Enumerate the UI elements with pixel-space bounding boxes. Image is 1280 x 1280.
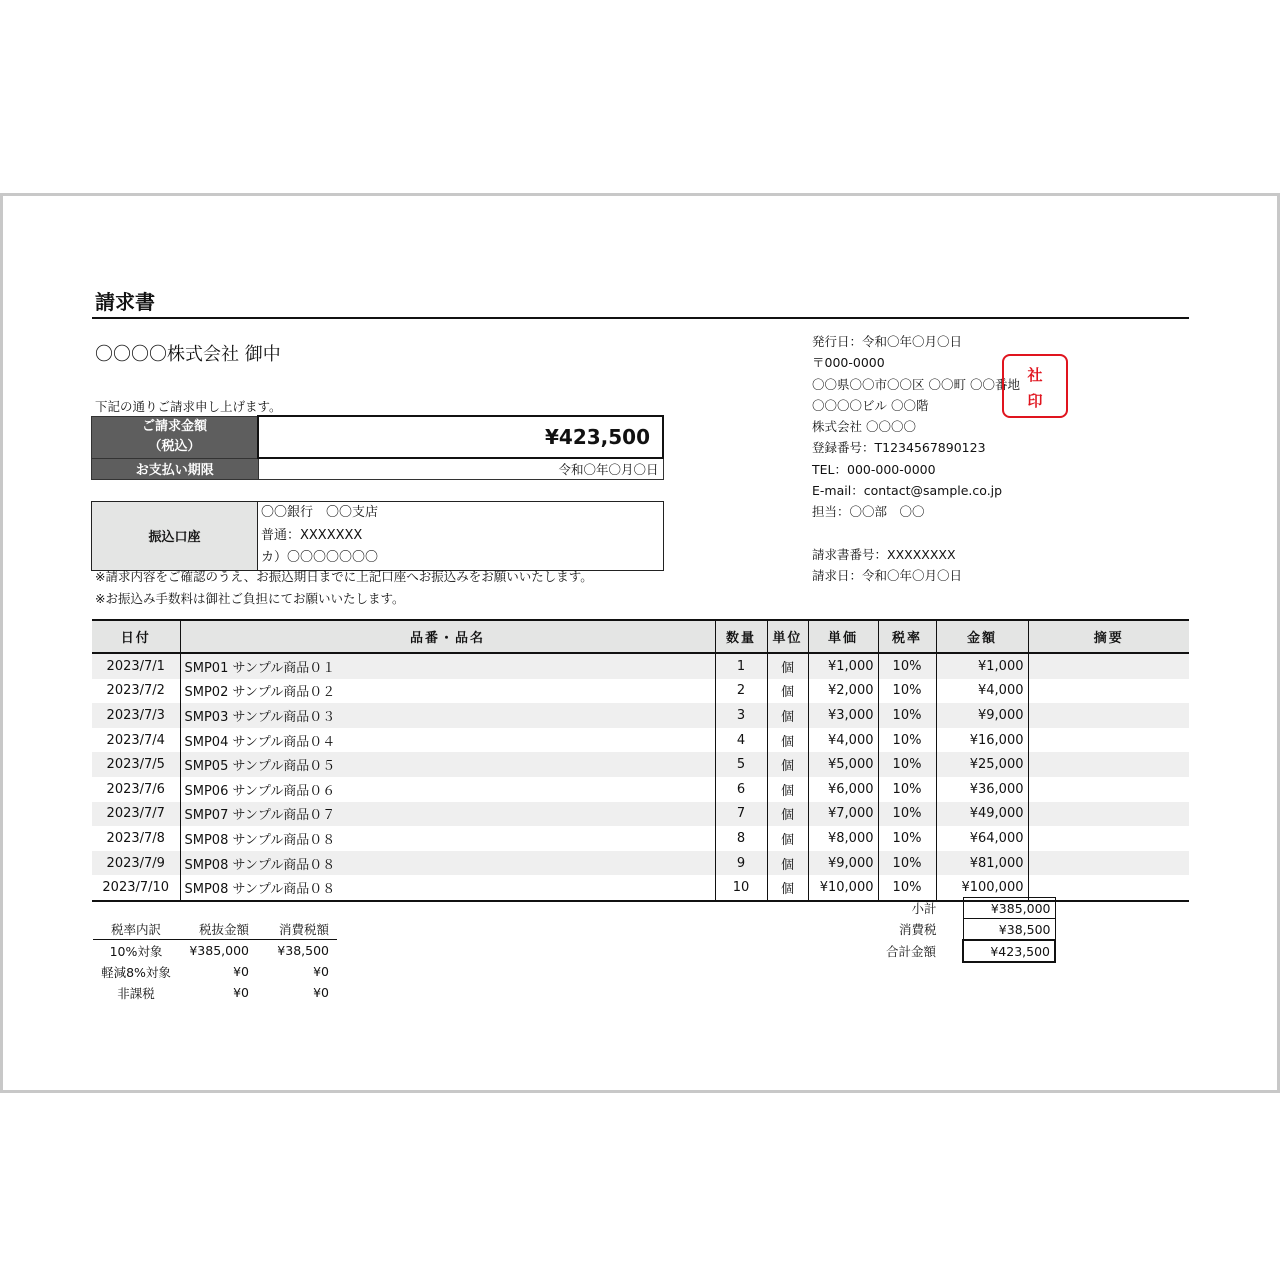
cell-unit: 個 <box>767 653 808 679</box>
cell-unit: 個 <box>767 875 808 901</box>
column-header: 日付 <box>92 620 180 653</box>
cell-unit-price: ¥10,000 <box>808 875 878 901</box>
cell-quantity: 9 <box>715 851 767 876</box>
cell-quantity: 5 <box>715 752 767 777</box>
column-header: 税率 <box>878 620 936 653</box>
cell-remarks <box>1028 703 1189 728</box>
table-row <box>92 703 1189 728</box>
table-body <box>92 653 1189 901</box>
cell-product: SMP08 サンプル商品０８ <box>180 826 715 851</box>
cell-quantity: 6 <box>715 777 767 802</box>
bank-label: 振込口座 <box>92 502 258 571</box>
tax-base-amount: ¥385,000 <box>189 943 249 958</box>
cell-unit-price: ¥9,000 <box>808 851 878 876</box>
cell-tax-rate: 10% <box>878 728 936 753</box>
cell-tax-rate: 10% <box>878 653 936 679</box>
table-header-row <box>92 620 1189 653</box>
tax-label: 消費税 <box>898 922 937 938</box>
cell-unit-price: ¥4,000 <box>808 728 878 753</box>
cell-quantity: 3 <box>715 703 767 728</box>
amount-label <box>92 416 259 458</box>
cell-amount: ¥100,000 <box>936 875 1028 901</box>
cell-amount: ¥9,000 <box>936 703 1028 728</box>
cell-date: 2023/7/3 <box>92 703 180 728</box>
table-row <box>92 851 1189 876</box>
subtotal-label: 小計 <box>911 901 937 916</box>
cell-quantity: 4 <box>715 728 767 753</box>
tax-breakdown-header: 税率内訳 <box>93 918 179 940</box>
cell-unit-price: ¥1,000 <box>808 653 878 679</box>
table-row <box>92 728 1189 753</box>
address-line1: 〇〇県〇〇市〇〇区 〇〇町 〇〇番地 <box>812 376 1020 392</box>
totals-table <box>840 897 1056 963</box>
cell-remarks <box>1028 679 1189 704</box>
cell-amount: ¥1,000 <box>936 653 1028 679</box>
issuer-block <box>812 331 1020 587</box>
cell-date: 2023/7/8 <box>92 826 180 851</box>
address-line2: 〇〇〇〇ビル 〇〇階 <box>812 397 929 413</box>
cell-unit: 個 <box>767 679 808 704</box>
bank-info <box>258 502 664 571</box>
subtotal-value: ¥385,000 <box>963 898 1055 919</box>
cell-unit: 個 <box>767 703 808 728</box>
cell-date: 2023/7/2 <box>92 679 180 704</box>
cell-unit: 個 <box>767 728 808 753</box>
note-line: ※お振込み手数料は御社ご負担にてお願いいたします。 <box>95 591 405 606</box>
seal-char: 社 <box>1027 366 1043 384</box>
lead-text: 下記の通りご請求申し上げます。 <box>95 399 282 414</box>
cell-product: SMP08 サンプル商品０８ <box>180 875 715 901</box>
tax-amount: ¥0 <box>313 964 329 979</box>
cell-amount: ¥36,000 <box>936 777 1028 802</box>
cell-remarks <box>1028 752 1189 777</box>
tax-category: 10%対象 <box>109 943 163 959</box>
cell-quantity: 10 <box>715 875 767 901</box>
cell-unit: 個 <box>767 802 808 827</box>
items-table <box>92 619 1189 902</box>
bank-table <box>91 501 664 571</box>
amount-label-line2: （税込） <box>148 439 201 454</box>
invoice-date: 請求日：令和〇年〇月〇日 <box>812 568 963 584</box>
amount-value: ¥423,500 <box>258 416 663 458</box>
notes <box>95 566 593 610</box>
cell-tax-rate: 10% <box>878 875 936 901</box>
cell-date: 2023/7/10 <box>92 875 180 901</box>
cell-unit: 個 <box>767 777 808 802</box>
title-divider <box>92 317 1189 319</box>
grand-total-value: ¥423,500 <box>963 940 1055 962</box>
column-header: 摘要 <box>1028 620 1189 653</box>
cell-date: 2023/7/4 <box>92 728 180 753</box>
tax-base-amount: ¥0 <box>233 985 249 1000</box>
cell-tax-rate: 10% <box>878 802 936 827</box>
note-line: ※請求内容をご確認のうえ、お振込期日までに上記口座へお振込みをお願いいたします。 <box>95 569 593 584</box>
cell-unit-price: ¥6,000 <box>808 777 878 802</box>
issue-date: 発行日：令和〇年〇月〇日 <box>812 334 963 349</box>
tax-breakdown-header: 消費税額 <box>249 918 337 940</box>
bank-line: 〇〇銀行 〇〇支店 <box>261 505 379 520</box>
cell-amount: ¥25,000 <box>936 752 1028 777</box>
cell-date: 2023/7/6 <box>92 777 180 802</box>
table-row <box>92 752 1189 777</box>
cell-date: 2023/7/7 <box>92 802 180 827</box>
cell-tax-rate: 10% <box>878 679 936 704</box>
issuer-company: 株式会社 〇〇〇〇 <box>812 419 916 435</box>
tax-value: ¥38,500 <box>963 919 1055 941</box>
cell-tax-rate: 10% <box>878 851 936 876</box>
client-name: 〇〇〇〇株式会社 御中 <box>95 344 281 365</box>
cell-product: SMP08 サンプル商品０８ <box>180 851 715 876</box>
table-row <box>92 777 1189 802</box>
issuer-contact: 担当：〇〇部 〇〇 <box>812 504 925 520</box>
due-label: お支払い期限 <box>92 458 259 480</box>
cell-date: 2023/7/9 <box>92 851 180 876</box>
column-header: 単価 <box>808 620 878 653</box>
cell-amount: ¥49,000 <box>936 802 1028 827</box>
postal-code: 〒000-0000 <box>812 355 885 371</box>
column-header: 品番・品名 <box>180 620 715 653</box>
tax-amount: ¥38,500 <box>277 943 329 958</box>
tax-breakdown-table <box>93 918 337 1003</box>
spacer <box>812 523 1020 544</box>
tax-category: 非課税 <box>117 985 155 1001</box>
cell-amount: ¥81,000 <box>936 851 1028 876</box>
seal-char: 印 <box>1027 392 1043 410</box>
cell-remarks <box>1028 728 1189 753</box>
cell-tax-rate: 10% <box>878 752 936 777</box>
cell-remarks <box>1028 802 1189 827</box>
cell-product: SMP05 サンプル商品０５ <box>180 752 715 777</box>
table-row <box>92 653 1189 679</box>
issuer-email: E-mail：contact@sample.co.jp <box>812 483 1003 499</box>
cell-amount: ¥16,000 <box>936 728 1028 753</box>
cell-product: SMP01 サンプル商品０１ <box>180 653 715 679</box>
cell-quantity: 1 <box>715 653 767 679</box>
column-header: 単位 <box>767 620 808 653</box>
cell-product: SMP03 サンプル商品０３ <box>180 703 715 728</box>
cell-remarks <box>1028 851 1189 876</box>
cell-unit-price: ¥5,000 <box>808 752 878 777</box>
table-row <box>92 679 1189 704</box>
cell-product: SMP06 サンプル商品０６ <box>180 777 715 802</box>
registration-number: 登録番号：T1234567890123 <box>812 440 986 456</box>
amount-label-line1: ご請求金額 <box>141 419 207 434</box>
tax-category: 軽減8%対象 <box>101 964 171 980</box>
cell-tax-rate: 10% <box>878 777 936 802</box>
cell-unit-price: ¥2,000 <box>808 679 878 704</box>
cell-date: 2023/7/1 <box>92 653 180 679</box>
cell-tax-rate: 10% <box>878 826 936 851</box>
cell-remarks <box>1028 653 1189 679</box>
bank-line: カ）〇〇〇〇〇〇〇 <box>261 550 379 565</box>
cell-quantity: 8 <box>715 826 767 851</box>
column-header: 金額 <box>936 620 1028 653</box>
cell-quantity: 2 <box>715 679 767 704</box>
cell-unit-price: ¥7,000 <box>808 802 878 827</box>
cell-unit: 個 <box>767 826 808 851</box>
issuer-tel: TEL：000-000-0000 <box>812 461 936 477</box>
tax-base-amount: ¥0 <box>233 964 249 979</box>
cell-product: SMP02 サンプル商品０２ <box>180 679 715 704</box>
document-title: 請求書 <box>95 290 155 314</box>
cell-tax-rate: 10% <box>878 703 936 728</box>
cell-amount: ¥64,000 <box>936 826 1028 851</box>
invoice-number: 請求書番号：XXXXXXXX <box>812 546 956 562</box>
cell-amount: ¥4,000 <box>936 679 1028 704</box>
cell-unit: 個 <box>767 851 808 876</box>
tax-breakdown-header: 税抜金額 <box>179 918 249 940</box>
bank-line: 普通：XXXXXXX <box>261 527 363 543</box>
cell-date: 2023/7/5 <box>92 752 180 777</box>
company-seal <box>1002 354 1068 418</box>
column-header: 数量 <box>715 620 767 653</box>
cell-unit: 個 <box>767 752 808 777</box>
due-value: 令和〇年〇月〇日 <box>258 458 663 480</box>
cell-remarks <box>1028 777 1189 802</box>
table-row <box>92 802 1189 827</box>
cell-unit-price: ¥8,000 <box>808 826 878 851</box>
grand-total-label: 合計金額 <box>885 944 936 959</box>
cell-product: SMP07 サンプル商品０７ <box>180 802 715 827</box>
cell-product: SMP04 サンプル商品０４ <box>180 728 715 753</box>
table-row <box>92 826 1189 851</box>
cell-quantity: 7 <box>715 802 767 827</box>
cell-remarks <box>1028 826 1189 851</box>
cell-unit-price: ¥3,000 <box>808 703 878 728</box>
tax-amount: ¥0 <box>313 985 329 1000</box>
amount-table <box>91 415 664 480</box>
